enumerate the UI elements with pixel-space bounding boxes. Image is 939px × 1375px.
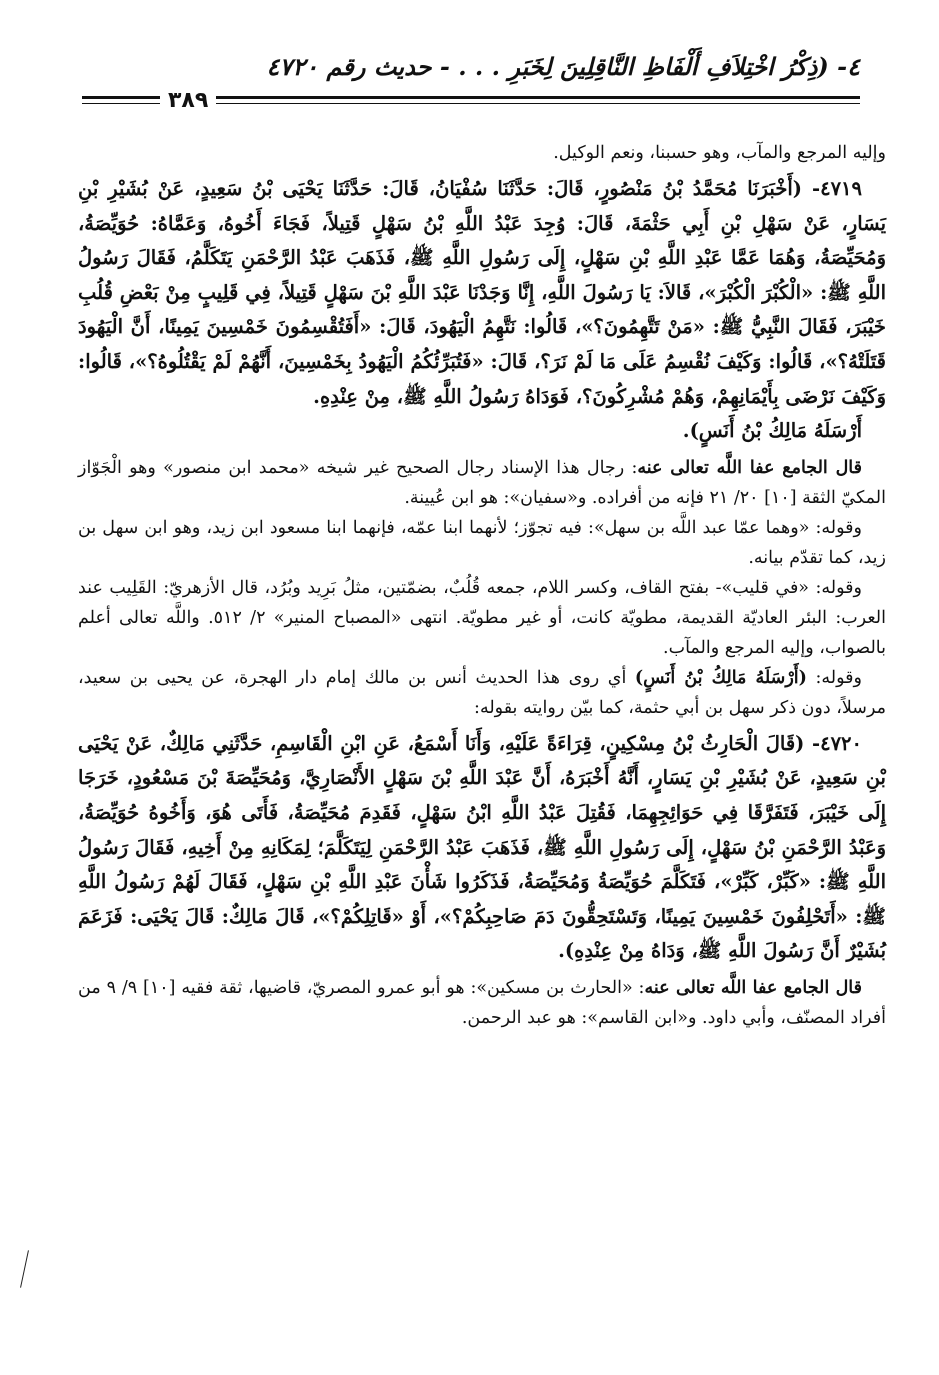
page-body	[78, 138, 886, 1033]
hadith-4719-note: أَرْسَلَهُ مَالِكُ بْنُ أَنَسٍ).	[682, 419, 862, 443]
commentary-text: : «الحارث بن مسكين»: هو أبو عمرو المصريّ، قاضيها، ثقة فقيه [١٠] ٩/ ٩ من أفراد المصنّف، وأبي داود. و«ابن القاسم»: هو عبد الرحمن.	[78, 977, 886, 1028]
commentary-text: أي روى هذا الحديث أنس بن مالك إمام دار الهجرة، عن يحيى بن سعيد، مرسلاً، دون ذكر سهل بن أبي حثمة، كما بيّن روايته بقوله:	[78, 667, 886, 718]
commentary-pre: وقوله:	[815, 667, 862, 688]
margin-mark	[20, 1250, 29, 1287]
commentary-lead: قال الجامع عفا اللَّه تعالى عنه	[637, 457, 862, 478]
commentary-lead: قال الجامع عفا اللَّه تعالى عنه	[644, 977, 863, 998]
commentary-mursal	[78, 663, 886, 723]
commentary-harith	[78, 973, 886, 1033]
commentary-qalib: وقوله: «في قليب»- بفتح القاف، وكسر اللام، جمعه قُلُبٌ، بضمّتين، مثلُ بَرِيد وبُرُد، قال الأزهريّ: القَلِيب عند العرب: البئر العاديّة القديمة، مطويّة كانت، أو غير مطويّة. انتهى «المصباح المنير» ٢/ ٥١٢. واللَّه تعالى أعلم بالصواب، وإليه المرجع والمآب.	[78, 577, 886, 658]
hadith-4719: ٤٧١٩- (أَخْبَرَنَا مُحَمَّدُ بْنُ مَنْصُورٍ، قَالَ: حَدَّثَنَا سُفْيَانُ، قَالَ: حَدَّثَنَا يَحْيَى بْنُ سَعِيدٍ، عَنْ بُشَيْرِ بْنِ يَسَارٍ، عَنْ سَهْلِ بْنِ أَبِي حَثْمَةَ، قَالَ: وُجِدَ عَبْدُ اللَّهِ بْنُ سَهْلٍ قَتِيلاً، فَجَاءَ أَخُوهُ، وَعَمَّاهُ: حُوَيِّصَةُ، وَمُحَيِّصَةُ، وَهُمَا عَمَّا عَبْدِ اللَّهِ بْنِ سَهْلٍ، إِلَى رَسُولِ اللَّهِ ﷺ، فَذَهَبَ عَبْدُ الرَّحْمَنِ يَتَكَلَّمُ، فَقَالَ رَسُولُ اللَّهِ ﷺ: «الْكُبْرَ الْكُبْرَ»، قَالاَ: يَا رَسُولَ اللَّهِ، إِنَّا وَجَدْنَا عَبْدَ اللَّهِ بْنَ سَهْلٍ قَتِيلاً، فِي قَلِيبٍ مِنْ بَعْضِ قُلُبِ خَيْبَرَ، فَقَالَ النَّبِيُّ ﷺ: «مَنْ تَتَّهِمُونَ؟»، قَالُوا: نَتَّهِمُ الْيَهُودَ، قَالَ: «أَفَتُقْسِمُونَ خَمْسِينَ يَمِينًا، أَنَّ الْيَهُودَ قَتَلَتْهُ؟»، قَالُوا: وَكَيْفَ نُقْسِمُ عَلَى مَا لَمْ نَرَ؟، قَالَ: «فَتُبَرِّئُكُمُ الْيَهُودُ بِخَمْسِينَ، أَنَّهُمْ لَمْ يَقْتُلُوهُ؟»، قَالُوا: وَكَيْفَ نَرْضَى بِأَيْمَانِهِمْ، وَهُمْ مُشْرِكُونَ؟، فَوَدَاهُ رَسُولُ اللَّهِ ﷺ، مِنْ عِنْدِهِ.	[78, 177, 886, 408]
running-title: ٤- (ذِكْرُ اخْتِلاَفِ أَلْفَاظِ النَّاقِلِينَ لِخَبَرِ . . . - حديث رقم ٤٧٢٠	[266, 52, 860, 81]
hadith-4720: ٤٧٢٠- (قَالَ الْحَارِثُ بْنُ مِسْكِينٍ، قِرَاءَةً عَلَيْهِ، وَأَنَا أَسْمَعُ، عَنِ ابْنِ الْقَاسِمِ، حَدَّثَنِي مَالِكٌ، عَنْ يَحْيَى بْنِ سَعِيدٍ، عَنْ بُشَيْرِ بْنِ يَسَارٍ، أَنَّهُ أَخْبَرَهُ، أَنَّ عَبْدَ اللَّهِ بْنَ سَهْلٍ الأَنْصَارِيَّ، وَمُحَيِّصَةَ بْنَ مَسْعُودٍ، خَرَجَا إِلَى خَيْبَرَ، فَتَفَرَّقَا فِي حَوَائِجِهِمَا، فَقُتِلَ عَبْدُ اللَّهِ ابْنُ سَهْلٍ، فَقَدِمَ مُحَيِّصَةُ، فَأَتَى هُوَ، وَأَخُوهُ حُوَيِّصَةُ، وَعَبْدُ الرَّحْمَنِ بْنُ سَهْلٍ، إِلَى رَسُولِ اللَّهِ ﷺ، فَذَهَبَ عَبْدُ الرَّحْمَنِ لِيَتَكَلَّمَ؛ لِمَكَانِهِ مِنْ أَخِيهِ، فَقَالَ رَسُولُ اللَّهِ ﷺ: «كَبِّرْ، كَبِّرْ»، فَتَكَلَّمَ حُوَيِّصَةُ وَمُحَيِّصَةُ، فَذَكَرُوا شَأْنَ عَبْدِ اللَّهِ بْنِ سَهْلٍ، فَقَالَ لَهُمْ رَسُولُ اللَّهِ ﷺ: «أَتَحْلِفُونَ خَمْسِينَ يَمِينًا، وَتَسْتَحِقُّونَ دَمَ صَاحِبِكُمْ؟»، أَوْ «قَاتِلِكُمْ؟»، قَالَ مَالِكٌ: قَالَ يَحْيَى: فَزَعَمَ بُشَيْرٌ أَنَّ رَسُولَ اللَّهِ ﷺ، وَدَاهُ مِنْ عِنْدِهِ).	[78, 731, 886, 963]
page-number: ٣٨٩	[160, 88, 216, 113]
page-header	[70, 52, 860, 113]
commentary-text: : رجال هذا الإسناد رجال الصحيح غير شيخه «محمد ابن منصور» وهو الْجَوّاز المكيّ الثقة [١٠] ٢٠/ ٢١ فإنه من أفراده. و«سفيان»: هو ابن عُيينة.	[78, 457, 886, 508]
commentary-uncles: وقوله: «وهما عمّا عبد اللَّه بن سهل»: فيه تجوّز؛ لأنهما ابنا عمّه، فإنهما ابنا مسعود ابن زيد، وهو ابن سهل بن زيد، كما تقدّم بيانه.	[78, 517, 886, 568]
commentary-narrators	[78, 453, 886, 513]
closing-line: وإليه المرجع والمآب، وهو حسبنا، ونعم الوكيل.	[553, 143, 886, 163]
commentary-quote: (أَرْسَلَهُ مَالِكُ بْنُ أَنَسٍ)	[634, 667, 807, 688]
